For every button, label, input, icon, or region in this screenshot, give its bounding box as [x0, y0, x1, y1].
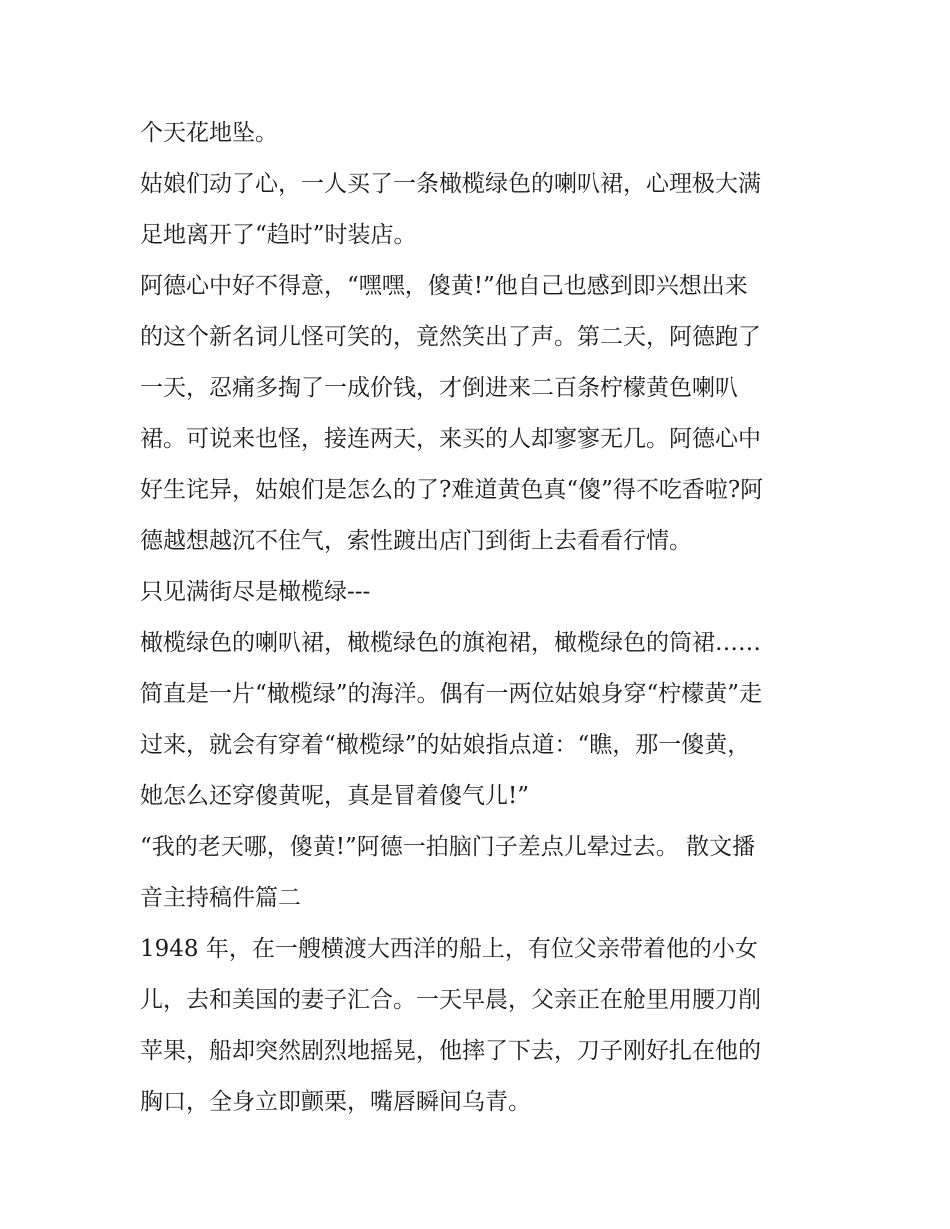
text-line: 好生诧异，姑娘们是怎么的了?难道黄色真“傻”得不吃香啦?阿: [140, 477, 764, 503]
text-line: 橄榄绿色的喇叭裙，橄榄绿色的旗袍裙，橄榄绿色的筒裙……: [140, 630, 761, 656]
text-line: 阿德心中好不得意，“嘿嘿，傻黄!”他自己也感到即兴想出来: [140, 273, 748, 299]
text-line: 音主持稿件篇二: [140, 885, 301, 911]
text-line: 德越想越沉不住气，索性踱出店门到街上去看看行情。: [140, 528, 692, 554]
document-body: [140, 108, 820, 1128]
text-line: 儿，去和美国的妻子汇合。一天早晨，父亲正在舱里用腰刀削: [140, 987, 761, 1013]
text-line: 裙。可说来也怪，接连两天，来买的人却寥寥无几。阿德心中: [140, 426, 761, 452]
text-line: 足地离开了“趋时”时装店。: [140, 222, 417, 248]
text-line: 简直是一片“橄榄绿”的海洋。偶有一两位姑娘身穿“柠檬黄”走: [140, 681, 763, 707]
text-line: 过来，就会有穿着“橄榄绿”的姑娘指点道：“瞧，那一傻黄，: [140, 732, 751, 758]
text-line: 姑娘们动了心，一人买了一条橄榄绿色的喇叭裙，心理极大满: [140, 171, 761, 197]
text-line: 她怎么还穿傻黄呢，真是冒着傻气儿!”: [140, 783, 530, 809]
text-line: 只见满街尽是橄榄绿---: [140, 579, 371, 605]
text-line: 的这个新名词儿怪可笑的，竟然笑出了声。第二天，阿德跑了: [140, 324, 761, 350]
text-line: 一天，忍痛多掏了一成价钱，才倒进来二百条柠檬黄色喇叭: [140, 375, 738, 401]
text-line: 个天花地坠。: [140, 120, 278, 146]
text-line: 1948 年，在一艘横渡大西洋的船上，有位父亲带着他的小女: [140, 936, 758, 962]
text-line: 苹果，船却突然剧烈地摇晃，他摔了下去，刀子刚好扎在他的: [140, 1038, 761, 1064]
text-line: 胸口，全身立即颤栗，嘴唇瞬间乌青。: [140, 1089, 531, 1115]
text-line: “我的老天哪，傻黄!”阿德一拍脑门子差点儿晕过去。 散文播: [140, 834, 756, 860]
